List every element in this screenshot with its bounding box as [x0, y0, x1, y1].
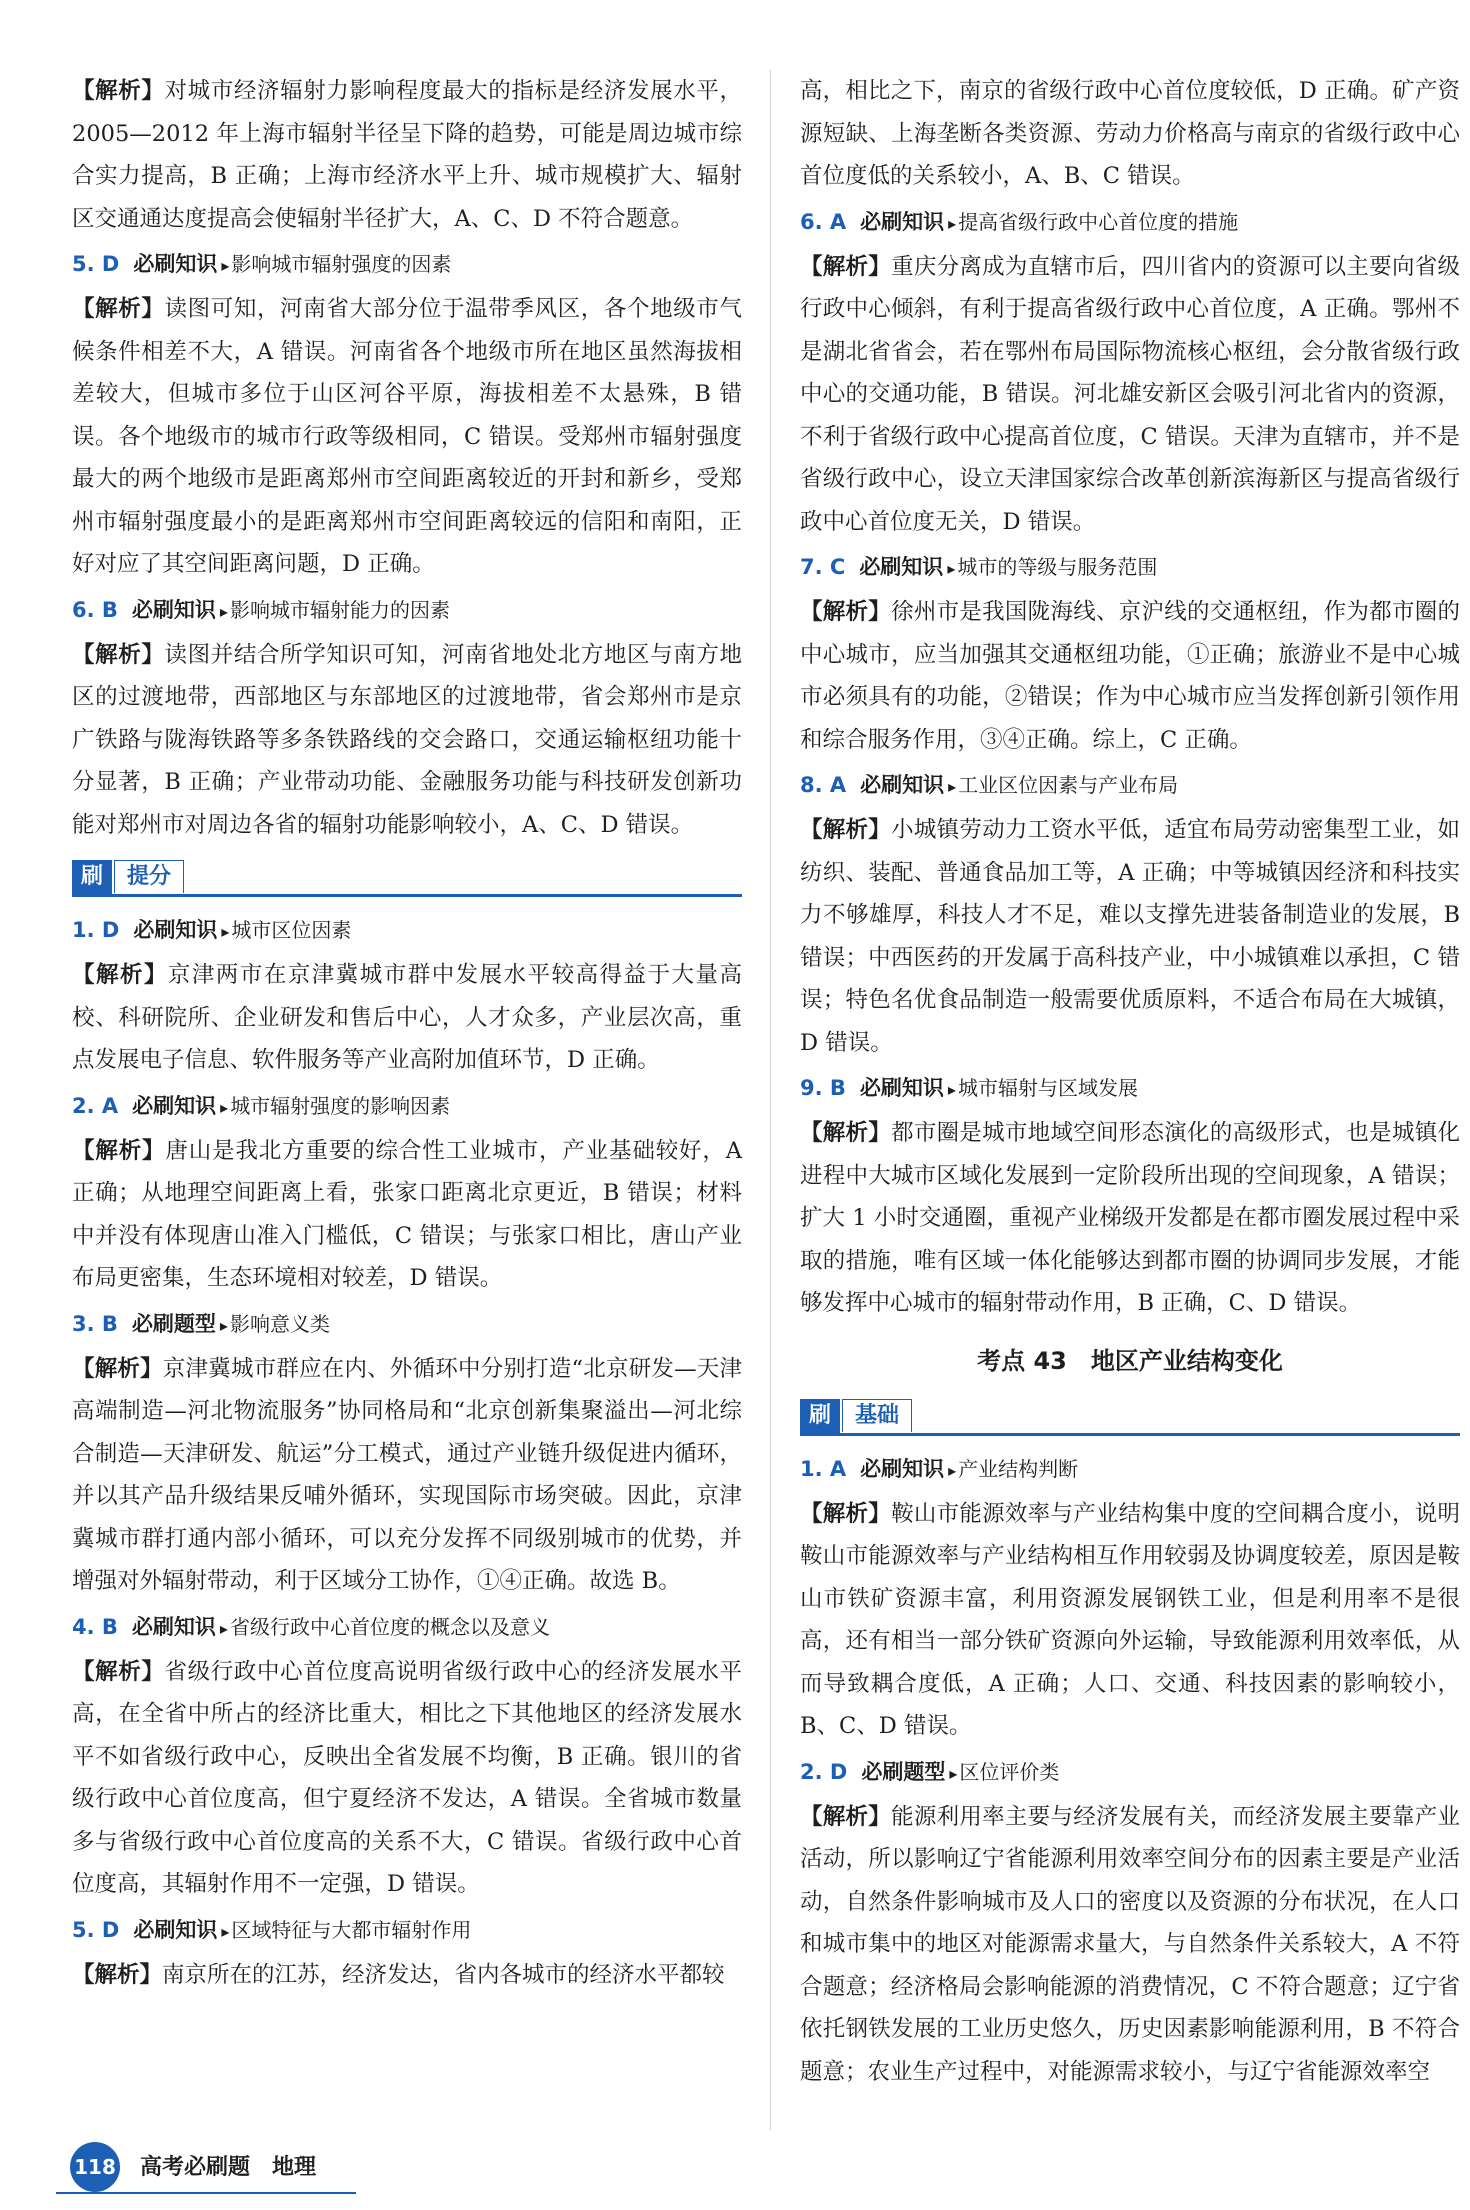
triangle-icon: ▸	[220, 1097, 229, 1117]
kaodian-heading: 考点 43 地区产业结构变化	[977, 1346, 1283, 1375]
answer-explanation: 【解析】鞍山市能源效率与产业结构集中度的空间耦合度小，说明鞍山市能源效率与产业结构相互作用较弱及协调度较差，原因是鞍山市铁矿资源丰富，利用资源发展钢铁工业，但是利用率不是很高，还有相当一部分铁矿资源向外运输，导致能源利用效率低，从而导致耦合度低，A 正确；人口、交通、科技因素的影响较小，B、C、D 错误。	[800, 1500, 1460, 1739]
answer-explanation: 【解析】省级行政中心首位度高说明省级行政中心的经济发展水平高，在全省中所占的经济比重大，相比之下其他地区的经济发展水平不如省级行政中心，反映出全省发展不均衡，B 正确。银川的省级行政中心首位度高，但宁夏经济不发达，A 错误。全省城市数量多与省级行政中心首位度高的关系不大，C 错误。省级行政中心首位度高，其辐射作用不一定强，D 错误。	[72, 1658, 742, 1897]
shua-icon: 刷	[72, 860, 112, 894]
section-rule	[72, 894, 742, 897]
answer-header-2: 2. A 必刷知识 ▸ 城市辐射强度的影响因素	[72, 1092, 451, 1118]
left-column	[72, 70, 742, 2000]
answer-explanation: 【解析】读图可知，河南省大部分位于温带季风区，各个地级市气候条件相差不大，A 错误。河南省各个地级市所在地区虽然海拔相差较大，但城市多位于山区河谷平原，海拔相差不太悬殊，B 错误。各个地级市的城市行政等级相同，C 错误。受郑州市辐射强度最大的两个地级市是距离郑州市空间距离较近的开封和新乡，受郑州市辐射强度最小的是距离郑州市空间距离较远的信阳和南阳，正好对应了其空间距离问题，D 正确。	[72, 296, 742, 577]
answer-header-6: 6. A 必刷知识 ▸ 提高省级行政中心首位度的措施	[800, 208, 1239, 234]
column-divider	[770, 70, 771, 2130]
answer-explanation: 【解析】能源利用率主要与经济发展有关，而经济发展主要靠产业活动，所以影响辽宁省能源利用效率空间分布的因素主要是产业活动，自然条件影响城市及人口的密度以及资源的分布状况，在人口和城市集中的地区对能源需求量大，与自然条件关系较大，A 不符合题意；经济格局会影响能源的消费情况，C 不符合题意；辽宁省依托钢铁发展的工业历史悠久，历史因素影响能源利用，B 不符合题意；农业生产过程中，对能源需求较小，与辽宁省能源效率空	[800, 1803, 1460, 2085]
answer-explanation: 【解析】重庆分离成为直辖市后，四川省内的资源可以主要向省级行政中心倾斜，有利于提高省级行政中心首位度，A 正确。鄂州不是湖北省省会，若在鄂州布局国际物流核心枢纽，会分散省级行政中心的交通功能，B 错误。河北雄安新区会吸引河北省内的资源，不利于省级行政中心提高首位度，C 错误。天津为直辖市，并不是省级行政中心，设立天津国家综合改革创新滨海新区与提高省级行政中心首位度无关，D 错误。	[800, 253, 1460, 535]
answer-explanation: 【解析】读图并结合所学知识可知，河南省地处北方地区与南方地区的过渡地带，西部地区与东部地区的过渡地带，省会郑州市是京广铁路与陇海铁路等多条铁路线的交会路口，交通运输枢纽功能十分显著，B 正确；产业带动功能、金融服务功能与科技研发创新功能对郑州市对周边各省的辐射功能影响较小，A、C、D 错误。	[72, 641, 742, 838]
answer-header-5: 5. D 必刷知识 ▸ 影响城市辐射强度的因素	[72, 251, 452, 276]
page-number: 118	[70, 2142, 120, 2192]
answer-explanation: 【解析】对城市经济辐射力影响程度最大的指标是经济发展水平，2005—2012 年上海市辐射半径呈下降的趋势，可能是周边城市综合实力提高，B 正确；上海市经济水平上升、城市规模扩大、辐射区交通通达度提高会使辐射半径扩大，A、C、D 不符合题意。	[72, 78, 742, 232]
answer-explanation: 【解析】小城镇劳动力工资水平低，适宜布局劳动密集型工业，如纺织、装配、普通食品加工等，A 正确；中等城镇因经济和科技实力不够雄厚，科技人才不足，难以支撑先进装备制造业的发展，B 错误；中西医药的开发属于高科技产业，中小城镇难以承担，C 错误；特色名优食品制造一般需要优质原料，不适合布局在大城镇，D 错误。	[800, 817, 1460, 1056]
triangle-icon: ▸	[219, 1315, 228, 1335]
right-column	[800, 70, 1460, 2097]
answer-header-7: 7. C 必刷知识 ▸ 城市的等级与服务范围	[800, 554, 1158, 579]
answer-explanation: 【解析】南京所在的江苏，经济发达，省内各城市的经济水平都较	[72, 1961, 725, 1988]
section-header-tifen: 刷 提分	[72, 854, 742, 900]
answer-header-4: 4. B 必刷知识 ▸ 省级行政中心首位度的概念以及意义	[72, 1613, 550, 1639]
triangle-icon: ▸	[221, 256, 230, 275]
footer-rule	[56, 2192, 356, 2194]
answer-explanation: 【解析】都市圈是城市地域空间形态演化的高级形式，也是城镇化进程中大城市区域化发展到一定阶段所出现的空间现象，A 错误；扩大 1 小时交通圈，重视产业梯级开发都是在都市圈发展过程中采取的措施，唯有区域一体化能够达到都市圈的协调同步发展，才能够发挥中心城市的辐射带动作用，B 正确，C、D 错误。	[800, 1120, 1460, 1316]
shua-icon: 刷	[800, 1399, 840, 1433]
triangle-icon: ▸	[949, 1763, 958, 1783]
answer-header-6: 6. B 必刷知识 ▸ 影响城市辐射能力的因素	[72, 596, 450, 622]
answer-header-2: 2. D 必刷题型 ▸ 区位评价类	[800, 1758, 1060, 1784]
answer-explanation: 【解析】京津两市在京津冀城市群中发展水平较高得益于大量高校、科研院所、企业研发和售后中心，人才众多，产业层次高，重点发展电子信息、软件服务等产业高附加值环节，D 正确。	[72, 962, 742, 1073]
answer-explanation: 【解析】唐山是我北方重要的综合性工业城市，产业基础较好，A 正确；从地理空间距离上看，张家口距离北京更近，B 错误；材料中并没有体现唐山准入门槛低，C 错误；与张家口相比，唐山产业布局更密集，生态环境相对较差，D 错误。	[72, 1137, 742, 1291]
answer-explanation: 【解析】徐州市是我国陇海线、京沪线的交通枢纽，作为都市圈的中心城市，应当加强其交通枢纽功能，①正确；旅游业不是中心城市必须具有的功能，②错误；作为中心城市应当发挥创新引领作用和综合服务作用，③④正确。综上，C 正确。	[800, 599, 1460, 753]
answer-header-1: 1. A 必刷知识 ▸ 产业结构判断	[800, 1455, 1079, 1481]
triangle-icon: ▸	[947, 559, 956, 578]
answer-header-9: 9. B 必刷知识 ▸ 城市辐射与区域发展	[800, 1075, 1138, 1100]
page-footer	[56, 2142, 386, 2192]
triangle-icon: ▸	[947, 1080, 956, 1099]
answer-explanation: 高，相比之下，南京的省级行政中心首位度较低，D 正确。矿产资源短缺、上海垄断各类资源、劳动力价格高与南京的省级行政中心首位度低的关系较小，A、B、C 错误。	[800, 78, 1460, 189]
triangle-icon: ▸	[219, 1618, 228, 1638]
triangle-icon: ▸	[221, 1921, 230, 1941]
answer-header-8: 8. A 必刷知识 ▸ 工业区位因素与产业布局	[800, 772, 1179, 797]
answer-header-1: 1. D 必刷知识 ▸ 城市区位因素	[72, 917, 352, 942]
triangle-icon: ▸	[948, 1460, 957, 1480]
triangle-icon: ▸	[221, 922, 230, 941]
triangle-icon: ▸	[219, 601, 228, 621]
triangle-icon: ▸	[948, 213, 957, 233]
section-header-jichu: 刷 基础	[800, 1393, 1460, 1439]
answer-explanation: 【解析】京津冀城市群应在内、外循环中分别打造“北京研发—天津高端制造—河北物流服务”协同格局和“北京创新集聚溢出—河北综合制造—天津研发、航运”分工模式，通过产业链升级促进内循环，并以其产品升级结果反哺外循环，实现国际市场突破。因此，京津冀城市群打通内部小循环，可以充分发挥不同级别城市的优势，并增强对外辐射带动，利于区域分工协作，①④正确。故选 B。	[72, 1355, 742, 1594]
answer-header-5b: 5. D 必刷知识 ▸ 区域特征与大都市辐射作用	[72, 1916, 472, 1942]
triangle-icon: ▸	[948, 777, 957, 796]
section-rule	[800, 1433, 1460, 1436]
book-title: 高考必刷题 地理	[140, 2155, 317, 2180]
answer-header-3: 3. B 必刷题型 ▸ 影响意义类	[72, 1310, 330, 1336]
